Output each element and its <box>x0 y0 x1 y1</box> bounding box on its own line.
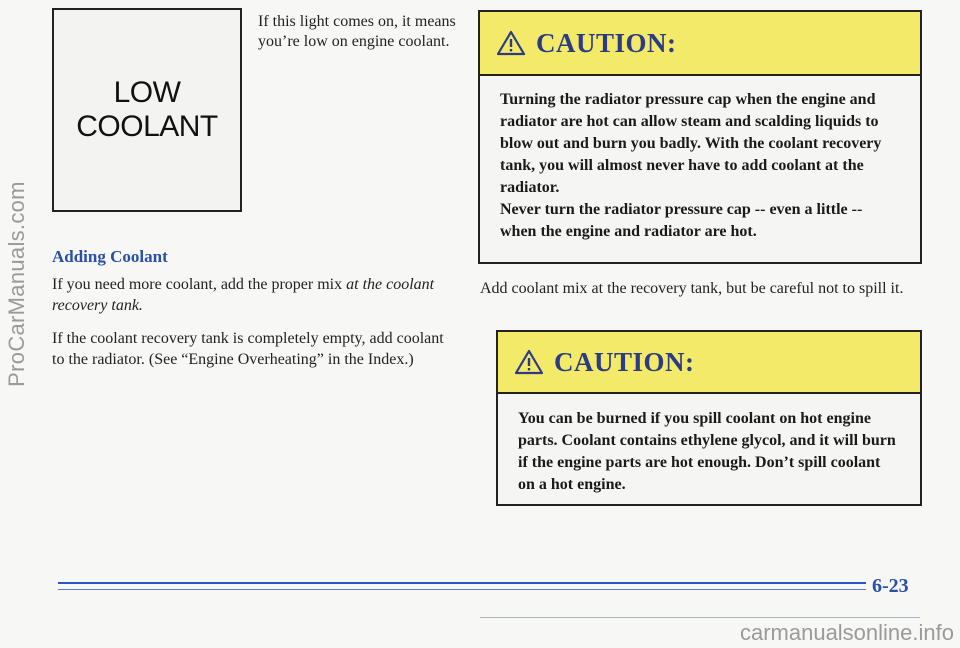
low-coolant-indicator-light <box>52 8 242 212</box>
caution-title: CAUTION: <box>536 27 677 58</box>
caution-title: CAUTION: <box>554 346 695 377</box>
mix-instruction: Add coolant mix at the recovery tank, but be careful not to spill it. <box>480 280 904 297</box>
para1-emphasis: at the coolant recovery tank. <box>52 276 435 314</box>
adding-coolant-paragraph <box>52 274 452 316</box>
caution-box-spill-coolant <box>496 330 922 506</box>
indicator-line-1: LOW <box>113 76 181 109</box>
caution-header <box>498 332 920 394</box>
section-heading-adding-coolant: Adding Coolant <box>52 247 168 266</box>
caution-body <box>480 76 920 243</box>
caution-body <box>498 394 920 496</box>
caution-paragraph: Never turn the radiator pressure cap -- even a little -- when the engine and radiator are hot. <box>500 201 863 240</box>
caution-paragraph: Turning the radiator pressure cap when the engine and radiator are hot can allow steam and scalding liquids to blow out and burn you badly. With the coolant recovery tank, you will almost never have to add coolant at the radiator. <box>500 91 882 196</box>
warning-triangle-icon <box>514 349 544 375</box>
footer-rule <box>58 582 866 584</box>
side-watermark: ProCarManuals.com <box>4 181 29 387</box>
caution-box-radiator-cap <box>478 10 922 264</box>
indicator-line-2: COOLANT <box>76 110 218 143</box>
footer-rule-lower <box>480 617 920 618</box>
caution-paragraph: You can be burned if you spill coolant on hot engine parts. Coolant contains ethylene glycol, and it will burn if the engine parts are hot enough. Don’t spill coolant on a hot engine. <box>518 410 896 493</box>
bottom-watermark: carmanualsonline.info <box>739 620 954 645</box>
page-number: 6-23 <box>872 575 909 597</box>
footer-rule-thin <box>58 589 866 590</box>
caution-header <box>480 12 920 76</box>
para1-text: If you need more coolant, add the proper mix <box>52 276 347 293</box>
light-description: If this light comes on, it means you’re low on engine coolant. <box>258 13 456 50</box>
warning-triangle-icon <box>496 30 526 56</box>
empty-tank-paragraph: If the coolant recovery tank is completely empty, add coolant to the radiator. (See “Engine Overheating” in the Index.) <box>52 330 444 368</box>
